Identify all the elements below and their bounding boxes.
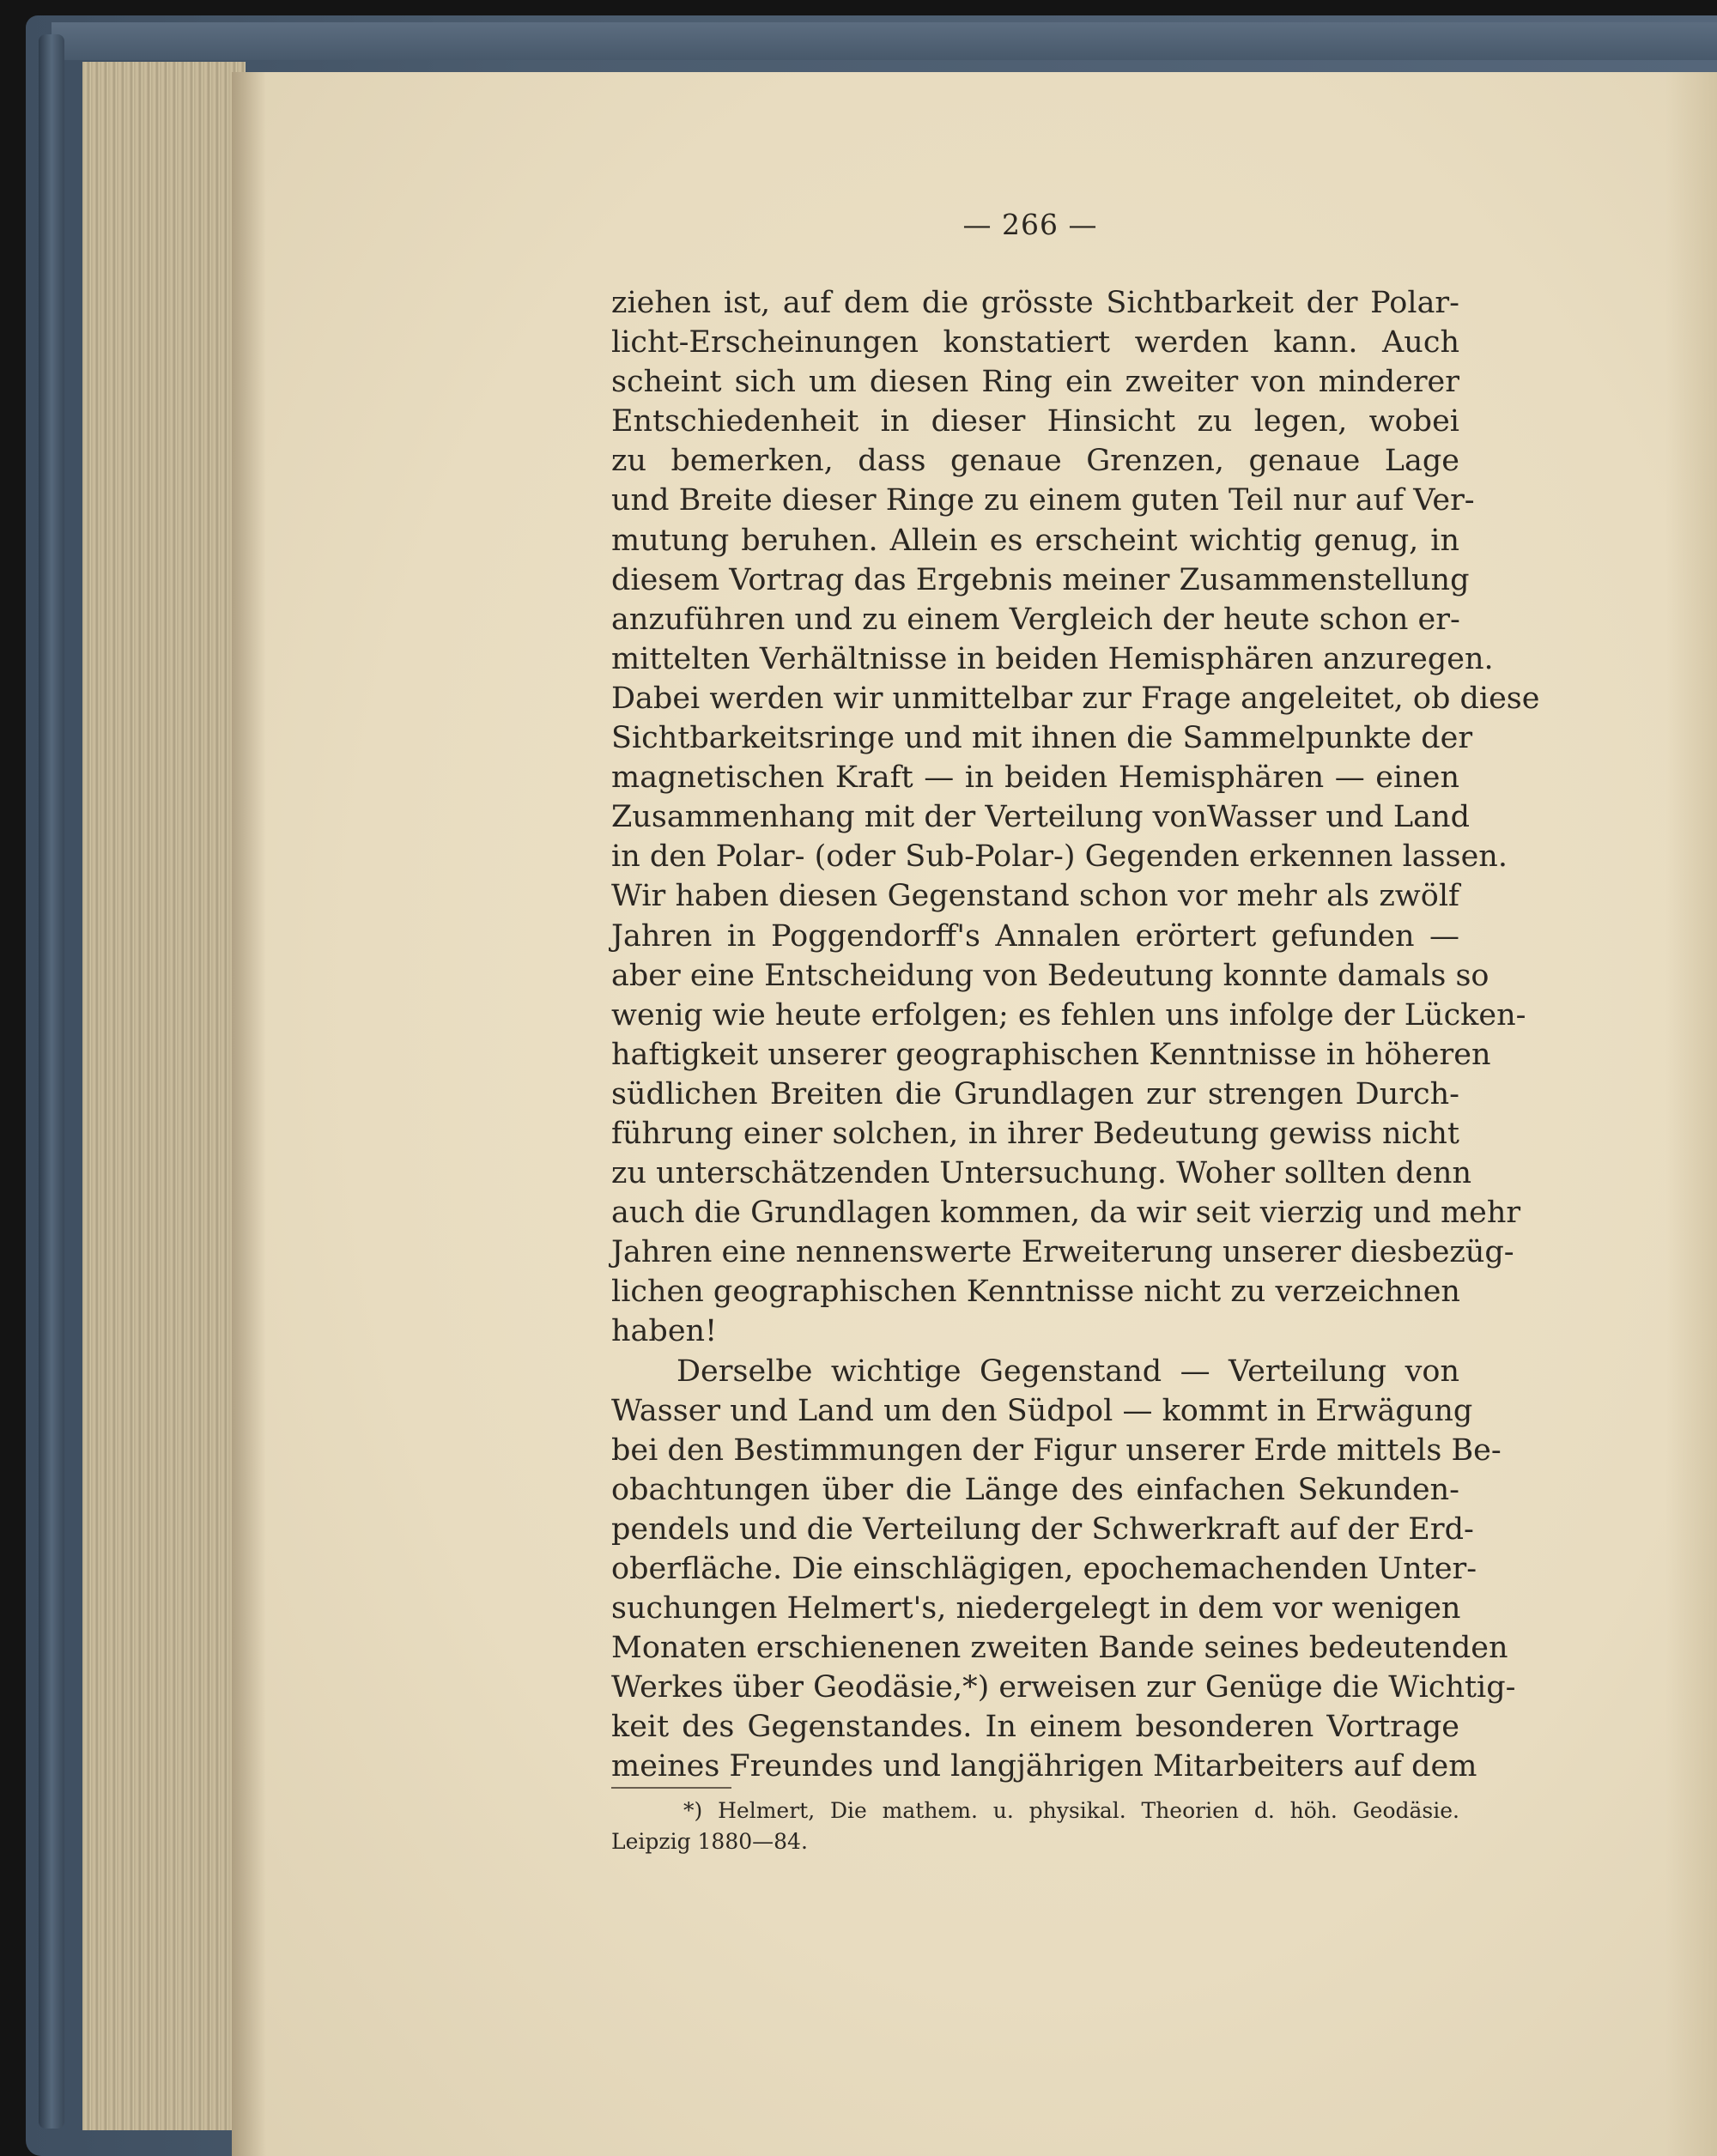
page-number: — 266 — (962, 208, 1098, 241)
text-line: und Breite dieser Ringe zu einem guten Teil nur auf Ver- (611, 483, 1475, 518)
text-line: Sichtbarkeitsringe und mit ihnen die Sammelpunkte der (611, 721, 1473, 756)
footnote-line: *) Helmert, Die mathem. u. physikal. Theorien d. höh. Geodäsie. (683, 1798, 1459, 1823)
book-cover-top-edge (52, 22, 1717, 60)
text-line: Werkes über Geodäsie,*) erweisen zur Genüge die Wichtig- (611, 1670, 1516, 1705)
text-line-paragraph-start: Derselbe wichtige Gegenstand — Verteilung von (676, 1354, 1459, 1389)
text-line: Jahren eine nennenswerte Erweiterung unserer diesbezüg- (611, 1235, 1514, 1270)
footnote-divider (611, 1787, 731, 1789)
text-line: bei den Bestimmungen der Figur unserer Erde mittels Be- (611, 1432, 1502, 1468)
body-text (611, 283, 1540, 1787)
text-line: zu unterschätzenden Untersuchung. Woher sollten denn (611, 1156, 1471, 1191)
text-line: führung einer solchen, in ihrer Bedeutung gewiss nicht (611, 1116, 1459, 1151)
text-line: aber eine Entscheidung von Bedeutung konnte damals so (611, 958, 1489, 993)
page-gutter-shadow (232, 72, 266, 2156)
text-line: Wasser und Land um den Südpol — kommt in Erwägung (611, 1393, 1473, 1428)
text-line: magnetischen Kraft — in beiden Hemisphären — einen (611, 760, 1459, 796)
book-spine-edge (39, 34, 64, 2129)
footnote (611, 1796, 1459, 1857)
text-line: Wir haben diesen Gegenstand schon vor mehr als zwölf (611, 879, 1459, 914)
text-line: suchungen Helmert's, niedergelegt in dem vor wenigen (611, 1591, 1461, 1626)
text-line: oberfläche. Die einschlägigen, epochemachenden Unter- (611, 1552, 1477, 1586)
text-line: ziehen ist, auf dem die grösste Sichtbarkeit der Polar- (611, 286, 1459, 320)
text-line: diesem Vortrag das Ergebnis meiner Zusammenstellung (611, 562, 1470, 597)
text-line: scheint sich um diesen Ring ein zweiter von minderer (611, 365, 1459, 400)
text-line: mutung beruhen. Allein es erscheint wichtig genug, in (611, 523, 1459, 558)
text-line: obachtungen über die Länge des einfachen Sekunden- (611, 1472, 1459, 1507)
text-line: auch die Grundlagen kommen, da wir seit vierzig und mehr (611, 1196, 1521, 1231)
text-line: Dabei werden wir unmittelbar zur Frage angeleitet, ob diese (611, 681, 1540, 716)
text-line: anzuführen und zu einem Vergleich der heute schon er- (611, 602, 1460, 637)
text-line: Zusammenhang mit der Verteilung vonWasser und Land (611, 800, 1470, 835)
text-line-paragraph-end: haben! (611, 1314, 718, 1349)
text-line: mittelten Verhältnisse in beiden Hemisphären anzuregen. (611, 641, 1494, 676)
text-line: zu bemerken, dass genaue Grenzen, genaue Lage (611, 444, 1459, 479)
text-line: wenig wie heute erfolgen; es fehlen uns infolge der Lücken- (611, 997, 1526, 1033)
text-line: licht-Erscheinungen konstatiert werden kann. Auch (611, 325, 1459, 360)
text-line: in den Polar- (oder Sub-Polar-) Gegenden erkennen lassen. (611, 839, 1508, 875)
page-stack-edges (82, 62, 246, 2130)
text-line: meines Freundes und langjährigen Mitarbeiters auf dem (611, 1749, 1477, 1784)
page-edge-curl (1665, 72, 1717, 2156)
text-line: haftigkeit unserer geographischen Kenntnisse in höheren (611, 1037, 1491, 1072)
text-line: Entschiedenheit in dieser Hinsicht zu legen, wobei (611, 404, 1459, 439)
text-line: lichen geographischen Kenntnisse nicht zu verzeichnen (611, 1275, 1460, 1310)
footnote-line: Leipzig 1880—84. (611, 1829, 808, 1854)
text-line: Jahren in Poggendorff's Annalen erörtert gefunden — (611, 918, 1459, 954)
text-line: Monaten erschienenen zweiten Bande seines bedeutenden (611, 1631, 1508, 1666)
text-line: keit des Gegenstandes. In einem besonderen Vortrage (611, 1710, 1459, 1745)
text-line: südlichen Breiten die Grundlagen zur strengen Durch- (611, 1076, 1459, 1111)
text-line: pendels und die Verteilung der Schwerkraft auf der Erd- (611, 1511, 1474, 1547)
